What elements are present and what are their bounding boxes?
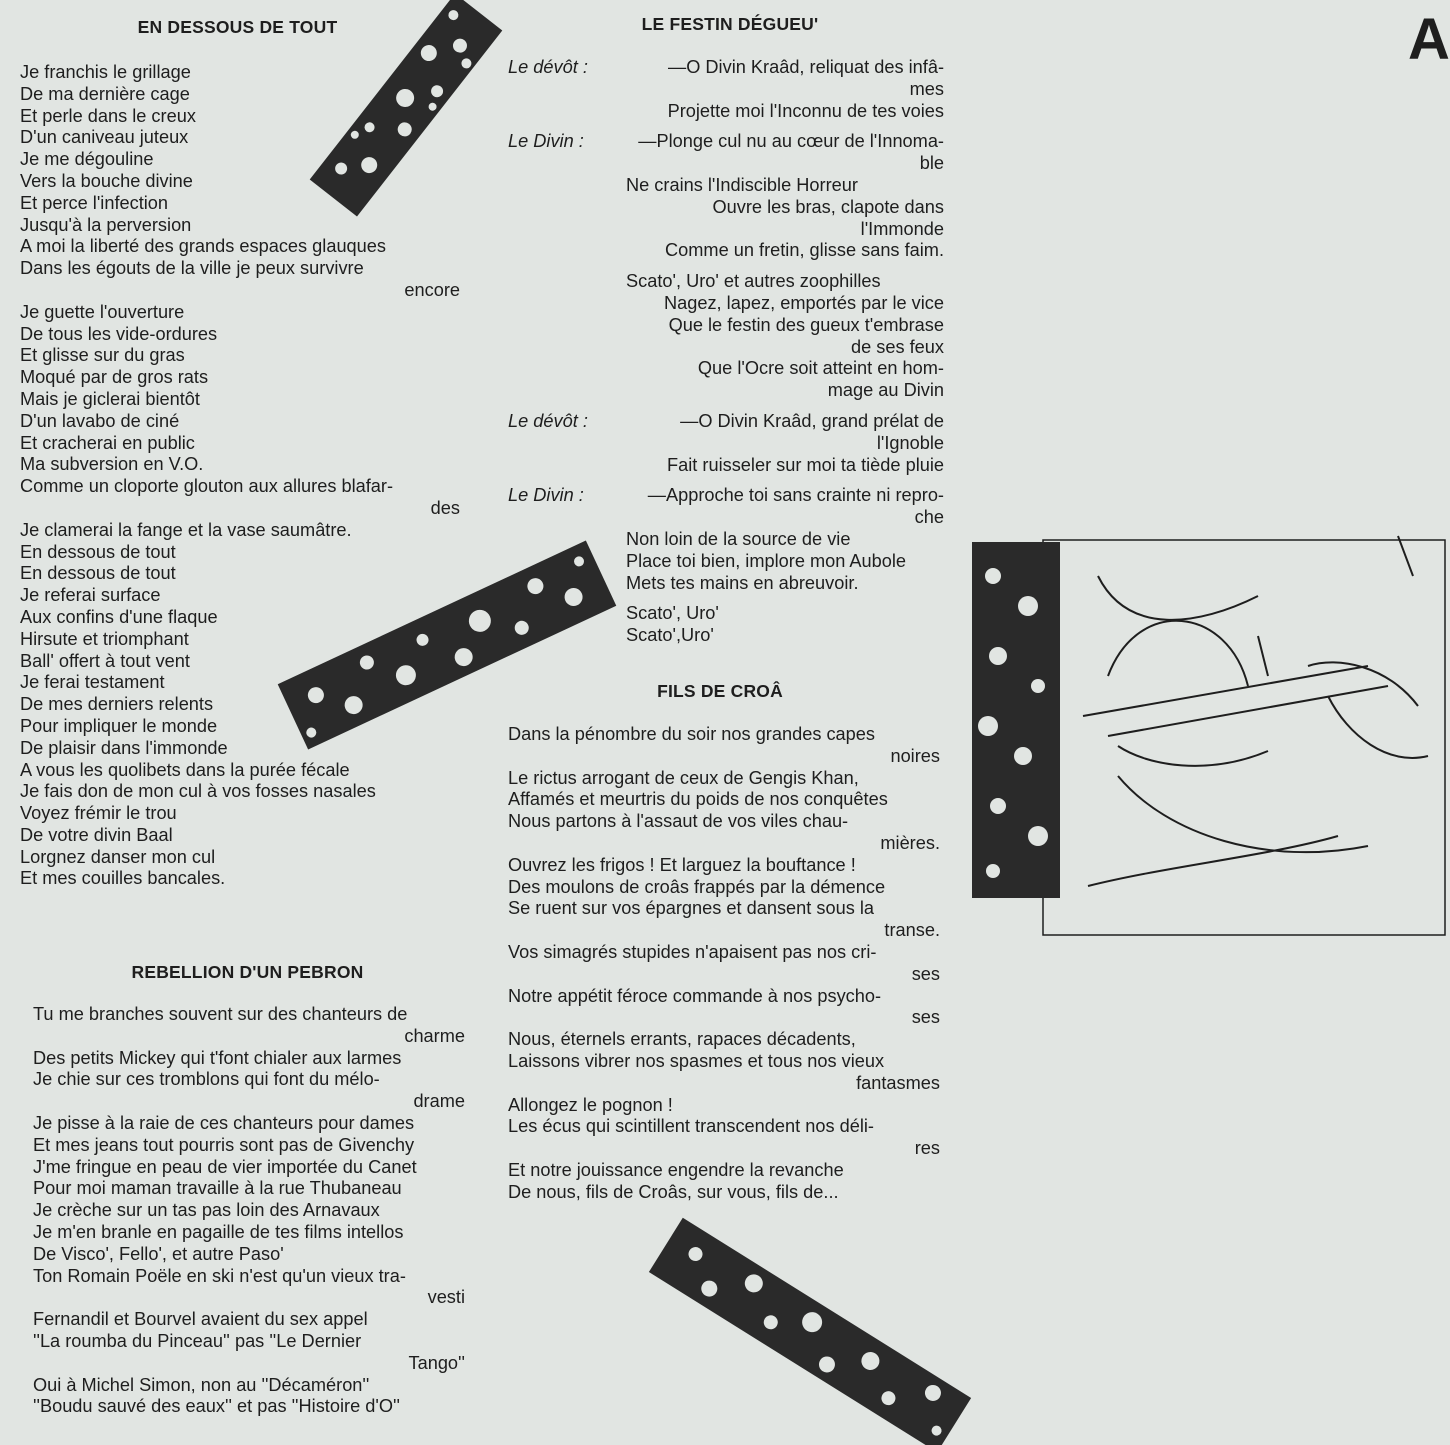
lyrics-rebellion-d-un-pebron bbox=[33, 1004, 465, 1418]
lyric-line: res bbox=[914, 1138, 940, 1159]
lyric-line: De plaisir dans l'immonde bbox=[20, 737, 228, 758]
speckle-strip-bottom bbox=[645, 1235, 975, 1435]
lyric-line: noires bbox=[890, 745, 940, 766]
lyric-line: Je referai surface bbox=[20, 585, 161, 606]
lyric-line: Pour impliquer le monde bbox=[20, 715, 218, 736]
lyric-line: Ouvrez les frigos ! Et larguez la bouftance ! bbox=[508, 854, 856, 875]
lyric-line: —Approche toi sans crainte ni repro- bbox=[647, 485, 944, 506]
lyric-line: Ton Romain Poële en ski n'est qu'un vieux tra- bbox=[33, 1265, 406, 1286]
dialogue-block bbox=[508, 131, 944, 262]
lyric-line: Aux confins d'une flaque bbox=[20, 606, 218, 627]
lyric-line: Laissons vibrer nos spasmes et tous nos vieux bbox=[508, 1050, 885, 1071]
lyric-line: —O Divin Kraâd, grand prélat de bbox=[680, 410, 944, 431]
lyric-line: Et mes jeans tout pourris sont pas de Givenchy bbox=[33, 1134, 415, 1155]
lyric-line: D'un caniveau juteux bbox=[20, 127, 189, 148]
lyric-line: Notre appétit féroce commande à nos psycho- bbox=[508, 985, 882, 1006]
speaker-label: Le Divin : bbox=[508, 485, 584, 506]
lyric-line: Hirsute et triomphant bbox=[20, 628, 189, 649]
lyric-line: Oui à Michel Simon, non au ''Décaméron'' bbox=[33, 1374, 370, 1395]
lyric-line: Tu me branches souvent sur des chanteurs de bbox=[33, 1004, 408, 1024]
lyric-line: ses bbox=[911, 963, 940, 984]
lyric-line: Je guette l'ouverture bbox=[20, 301, 185, 322]
lyric-line: Vers la bouche divine bbox=[20, 170, 193, 191]
lyrics-en-dessous-de-tout bbox=[20, 62, 460, 890]
lyric-line: Tango'' bbox=[408, 1352, 465, 1373]
lyric-line: Je crèche sur un tas pas loin des Arnavaux bbox=[33, 1200, 380, 1221]
lyric-line: Fernandil et Bourvel avaient du sex appel bbox=[33, 1309, 368, 1330]
lyric-line: Place toi bien, implore mon Aubole bbox=[626, 550, 907, 571]
lyric-line: l'Ignoble bbox=[876, 432, 944, 453]
lyric-line: De tous les vide-ordures bbox=[20, 323, 218, 344]
lyric-line: Les écus qui scintillent transcendent nos déli- bbox=[508, 1116, 874, 1137]
lyric-line: Et cracherai en public bbox=[20, 432, 195, 453]
lyric-line: Je me dégouline bbox=[20, 149, 154, 170]
dialogue-block bbox=[508, 57, 944, 122]
lyric-line: A moi la liberté des grands espaces glauques bbox=[20, 236, 386, 257]
lyric-line: De mes derniers relents bbox=[20, 694, 214, 715]
lyric-line: Je pisse à la raie de ces chanteurs pour dames bbox=[33, 1112, 415, 1133]
lyric-line: Lorgnez danser mon cul bbox=[20, 846, 216, 867]
song-title-en-dessous-de-tout: EN DESSOUS DE TOUT bbox=[137, 17, 338, 37]
lyric-line: fantasmes bbox=[856, 1072, 940, 1093]
lyric-line: Comme un fretin, glisse sans faim. bbox=[665, 240, 944, 261]
lyric-line: drame bbox=[413, 1091, 465, 1112]
lyric-line: des bbox=[430, 497, 460, 518]
lyric-line: Ouvre les bras, clapote dans bbox=[712, 196, 944, 217]
lyric-line: De Visco', Fello', et autre Paso' bbox=[33, 1243, 284, 1264]
lyrics-fils-de-croa bbox=[508, 724, 940, 1204]
lyric-line: Et glisse sur du gras bbox=[20, 345, 185, 366]
lyric-line: ''La roumba du Pinceau'' pas ''Le Dernier bbox=[33, 1330, 362, 1351]
lyric-line: Fait ruisseler sur moi ta tiède pluie bbox=[667, 454, 944, 475]
lyric-line: vesti bbox=[427, 1287, 465, 1308]
song-title-rebellion-d-un-pebron: REBELLION D'UN PEBRON bbox=[131, 962, 364, 982]
lyric-line: Je m'en branle en pagaille de tes films intellos bbox=[33, 1221, 404, 1242]
lyric-line: Et notre jouissance engendre la revanche bbox=[508, 1159, 844, 1180]
lyric-line: J'me fringue en peau de vier importée du Canet bbox=[33, 1156, 417, 1177]
lyric-line: Comme un cloporte glouton aux allures blafar- bbox=[20, 476, 394, 497]
lyric-line: Se ruent sur vos épargnes et dansent sous la bbox=[508, 898, 874, 919]
speaker-label: Le Divin : bbox=[508, 131, 584, 152]
lyric-line: ble bbox=[919, 153, 944, 174]
song-title-fils-de-croa: FILS DE CROÂ bbox=[657, 681, 783, 701]
lyric-line: transe. bbox=[884, 920, 940, 941]
lyric-line: Je chie sur ces tromblons qui font du mélo- bbox=[33, 1069, 380, 1090]
lyric-line: l'Immonde bbox=[860, 218, 944, 239]
lyric-line: Je clamerai la fange et la vase saumâtre. bbox=[20, 519, 352, 540]
lyric-line: —O Divin Kraâd, reliquat des infâ- bbox=[668, 57, 944, 77]
lyric-line: Et mes couilles bancales. bbox=[20, 868, 226, 889]
lyric-line: Moqué par de gros rats bbox=[20, 367, 209, 388]
lyric-line: mage au Divin bbox=[827, 380, 944, 401]
speaker-label: Le dévôt : bbox=[508, 410, 588, 431]
lyric-line: Vos simagrés stupides n'apaisent pas nos cri- bbox=[508, 941, 877, 962]
lyric-line: Scato', Uro' et autres zoophilles bbox=[626, 271, 881, 292]
lyric-line: En dessous de tout bbox=[20, 541, 176, 562]
lyric-line: De ma dernière cage bbox=[20, 83, 190, 104]
lyric-line: Mets tes mains en abreuvoir. bbox=[626, 572, 859, 593]
lyric-line: Et perce l'infection bbox=[20, 192, 169, 213]
lyric-line: Que l'Ocre soit atteint en hom- bbox=[697, 358, 944, 379]
lyric-line: ''Boudu sauvé des eaux'' et pas ''Histoire d'O'' bbox=[33, 1396, 400, 1417]
lyric-line: mes bbox=[909, 78, 944, 99]
lyric-line: Affamés et meurtris du poids de nos conquêtes bbox=[508, 789, 888, 810]
lyric-line: Ne crains l'Indiscible Horreur bbox=[626, 174, 858, 195]
lyric-line: De nous, fils de Croâs, sur vous, fils de... bbox=[508, 1181, 839, 1202]
lyric-line: Je franchis le grillage bbox=[20, 62, 191, 82]
song-title-le-festin-degueu: LE FESTIN DÉGUEU' bbox=[641, 14, 819, 34]
lyric-line: De votre divin Baal bbox=[20, 824, 173, 845]
lyric-line: Nous partons à l'assaut de vos viles chau- bbox=[508, 811, 849, 832]
lyric-line: Nagez, lapez, emportés par le vice bbox=[663, 292, 944, 313]
dialogue-block bbox=[508, 485, 944, 594]
lyric-line: Non loin de la source de vie bbox=[626, 528, 851, 549]
lyric-line: ses bbox=[911, 1007, 940, 1028]
lyric-line: Allongez le pognon ! bbox=[508, 1094, 673, 1115]
lyric-line: En dessous de tout bbox=[20, 563, 176, 584]
speaker-label: Le dévôt : bbox=[508, 57, 588, 77]
lyric-line: Ma subversion en V.O. bbox=[20, 454, 204, 475]
lyric-line: mières. bbox=[880, 832, 940, 853]
lyric-line: —Plonge cul nu au cœur de l'Innoma- bbox=[638, 131, 944, 152]
lyric-line: Dans les égouts de la ville je peux survivre bbox=[20, 258, 364, 279]
lyric-line: Ball' offert à tout vent bbox=[20, 650, 190, 671]
lyric-line: Que le festin des gueux t'embrase bbox=[668, 314, 944, 335]
lyric-line: Mais je giclerai bientôt bbox=[20, 388, 200, 409]
lyric-line: Scato', Uro' bbox=[626, 603, 719, 624]
lyric-line: charme bbox=[404, 1025, 465, 1046]
lyric-line: Je ferai testament bbox=[20, 672, 165, 693]
lyric-line: Nous, éternels errants, rapaces décadents, bbox=[508, 1029, 856, 1050]
page-corner-letter: A bbox=[1408, 7, 1450, 72]
lyric-line: D'un lavabo de ciné bbox=[20, 410, 180, 431]
lyric-line: Scato',Uro' bbox=[626, 625, 714, 646]
lyric-line: Pour moi maman travaille à la rue Thubaneau bbox=[33, 1178, 402, 1199]
lyric-line: Jusqu'à la perversion bbox=[20, 214, 192, 235]
lyric-line: Dans la pénombre du soir nos grandes capes bbox=[508, 724, 876, 744]
lyric-line: Des moulons de croâs frappés par la démence bbox=[508, 876, 886, 897]
lyric-line: Voyez frémir le trou bbox=[20, 803, 177, 824]
chorus-block bbox=[508, 271, 944, 402]
lyric-line: Des petits Mickey qui t'font chialer aux larmes bbox=[33, 1047, 402, 1068]
chorus-block bbox=[508, 603, 944, 647]
dialogue-block bbox=[508, 411, 944, 476]
lyric-line: che bbox=[914, 507, 944, 528]
lyrics-le-festin-degueu bbox=[508, 57, 944, 647]
lyric-line: Et perle dans le creux bbox=[20, 105, 196, 126]
lyric-line: Je fais don de mon cul à vos fosses nasales bbox=[20, 781, 376, 802]
lyric-line: de ses feux bbox=[850, 336, 944, 357]
guitarist-hands-illustration bbox=[968, 536, 1445, 938]
lyric-line: A vous les quolibets dans la purée fécale bbox=[20, 759, 350, 780]
lyric-line: Le rictus arrogant de ceux de Gengis Khan, bbox=[508, 767, 859, 788]
lyric-line: encore bbox=[404, 279, 460, 300]
lyric-line: Projette moi l'Inconnu de tes voies bbox=[667, 100, 944, 121]
